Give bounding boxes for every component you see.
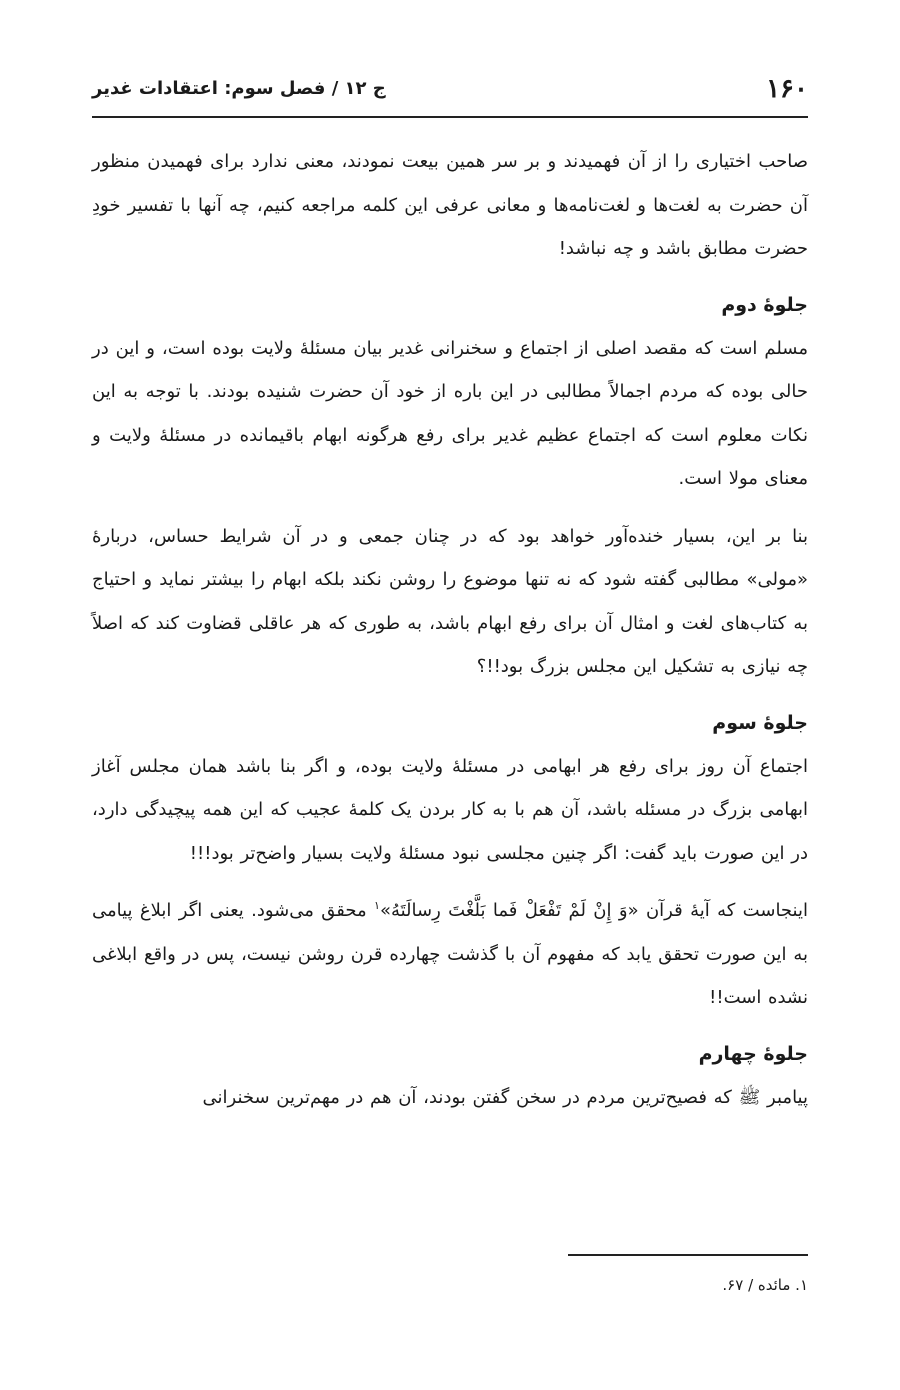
section-heading-3: جلوهٔ سوم bbox=[712, 711, 808, 734]
paragraph-6: پیامبر ﷺ که فصیح‌ترین مردم در سخن گفتن بودند، آن هم در مهم‌ترین سخنرانی bbox=[202, 1086, 808, 1108]
paragraph-4: اجتماع آن روز برای رفع هر ابهامی در مسئلهٔ ولایت بوده، و اگر بنا باشد همان مجلس آغاز ابهامی بزرگ در مسئله باشد، آن هم با به کار بردن یک کلمهٔ عجیب که این همه پیچیدگی دارد، در این صورت باید گفت: اگر چنین مجلسی نبود مسئلهٔ ولایت بسیار واضح‌تر بود!!! bbox=[92, 755, 808, 864]
footnote-rule bbox=[568, 1254, 808, 1256]
paragraph-1: صاحب اختیاری را از آن فهمیدند و بر سر همین بیعت نمودند، معنی ندارد برای فهمیدن منظور آن حضرت به لغت‌ها و لغت‌نامه‌ها و معانی عرفی این کلمه مراجعه کنیم، چه آنها با تفسیر خودِ حضرت مطابق باشد و چه نباشد! bbox=[92, 151, 808, 259]
page-number: ۱۶۰ bbox=[766, 74, 808, 104]
paragraph-5 bbox=[92, 889, 808, 1020]
section-heading-4: جلوهٔ چهارم bbox=[698, 1042, 808, 1065]
running-head: ج ۱۲ / فصل سوم: اعتقادات غدیر bbox=[92, 78, 386, 99]
footnote: ۱. مائده / ۶۷. bbox=[722, 1276, 808, 1294]
paragraph-2: مسلم است که مقصد اصلی از اجتماع و سخنرانی غدیر بیان مسئلهٔ ولایت بوده است، و این در حالی بوده که مردم اجمالاً مطالبی در این باره از خود آن حضرت شنیده بودند. با توجه به این نکات معلوم است که اجتماع عظیم غدیر برای رفع هرگونه ابهام باقیمانده در مسئلهٔ ولایت و معنای مولا است. bbox=[92, 337, 808, 489]
section-heading-2: جلوهٔ دوم bbox=[721, 293, 808, 316]
paragraph-5-quote: اینجاست که آیهٔ قرآن «وَ إِنْ لَمْ تَفْعَلْ فَما بَلَّغْتَ رِسالَتَهُ» bbox=[379, 900, 808, 921]
page-header bbox=[92, 72, 808, 116]
paragraph-3: بنا بر این، بسیار خنده‌آور خواهد بود که در چنان جمعی و در آن شرایط حساس، دربارهٔ «مولی» مطالبی گفته شود که نه تنها موضوع را روشن نکند بلکه ابهام را بیشتر نماید و احتیاج به کتاب‌های لغت و امثال آن برای رفع ابهام باشد، به طوری که هر عاقلی قضاوت کند که اصلاً چه نیازی به تشکیل این مجلس بزرگ بود!!؟ bbox=[92, 525, 808, 677]
footnote-reference[interactable]: ۱ bbox=[374, 899, 380, 912]
paragraph-5-rest: محقق می‌شود. یعنی اگر ابلاغ پیامی به این صورت تحقق یابد که مفهوم آن با گذشت چهارده قرن روشن نیست، پس در واقع ابلاغی نشده است!! bbox=[92, 900, 808, 1008]
body-text bbox=[92, 140, 808, 1133]
header-rule bbox=[92, 116, 808, 118]
